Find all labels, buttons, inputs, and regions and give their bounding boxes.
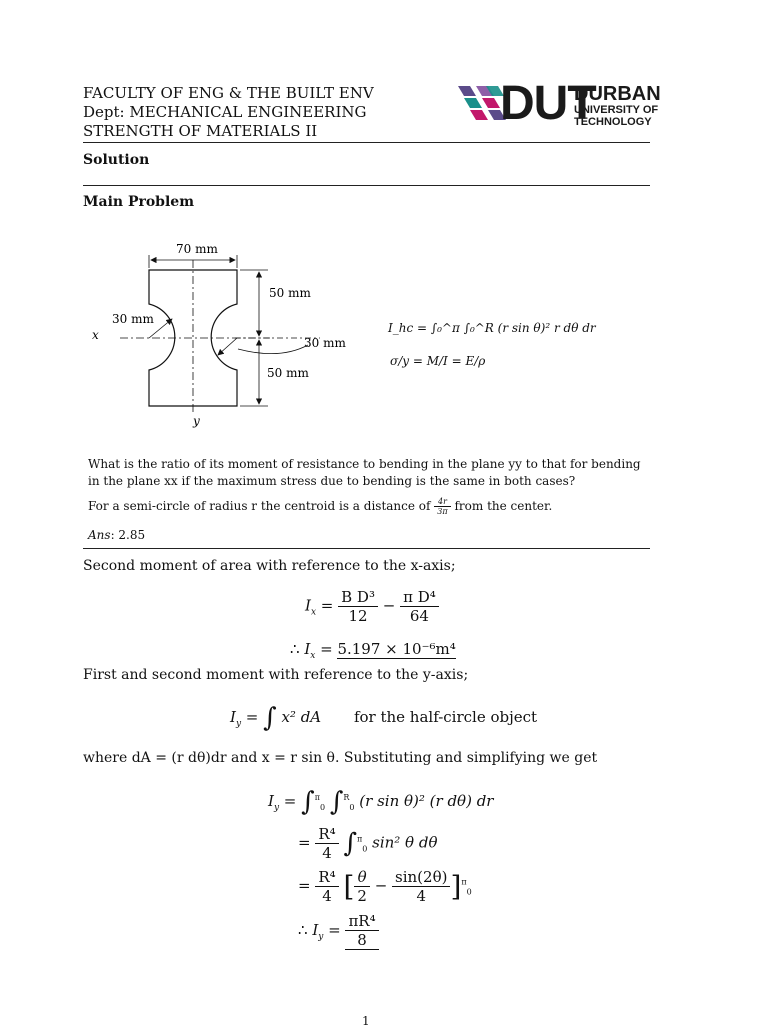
dim-top-label: 50 mm <box>269 286 311 300</box>
iy-step-2: = $\frac{\text{R⁴}}{4}$ ∫$^\pi_0$ sin² θ dθ <box>298 825 438 862</box>
radius-right-label: 30 mm <box>304 336 346 350</box>
iy-step-3: = $\frac{\text{R⁴}}{4}$ [ $\frac{\theta}{2}$ − $\frac{\sin(2\theta)}{4}$ ]$^\pi_0$ <box>298 868 472 905</box>
page-number: 1 <box>362 1014 370 1028</box>
iy-step-1: $I_y = \int^\pi_0$ ∫$^R_0$ (r sin θ)² (r dθ) dr <box>268 787 494 817</box>
logo-word-technology: TECHNOLOGY <box>574 116 652 128</box>
dim-width-label: 70 mm <box>176 242 218 256</box>
answer-divider <box>83 548 650 549</box>
cross-section-figure <box>80 235 380 435</box>
main-problem-heading: Main Problem <box>83 194 195 210</box>
header-divider <box>83 142 650 143</box>
axis-x-label: x <box>92 328 99 342</box>
dept-line: Dept: MECHANICAL ENGINEERING <box>83 103 367 121</box>
radius-left-label: 30 mm <box>112 312 154 326</box>
ix-equation: $I_x$ = $\frac{\text{B D³}}{12}$ − $\frac{\text{π D⁴}}{64}$ <box>305 588 439 625</box>
answer-line: Ans: 2.85 <box>88 528 146 542</box>
paragraph-y-axis: First and second moment with reference to the y-axis; <box>83 667 469 683</box>
iy-result: ∴ $I_y$ = $\frac{\text{πR⁴}}{8}$ <box>298 912 379 950</box>
paragraph-substitution: where dA = (r dθ)dr and x = r sin θ. Substituting and simplifying we get <box>83 750 598 766</box>
logo-word-university: UNIVERSITY OF <box>574 104 659 116</box>
dim-bottom-label: 50 mm <box>267 366 309 380</box>
question-line-3: For a semi-circle of radius r the centroid is a distance of $\frac{4r}{3\pi}$ from the center. <box>88 497 553 516</box>
iy-definition: $I_y$ = ∫ x² dA for the half-circle object <box>230 703 538 733</box>
solution-heading: Solution <box>83 152 150 168</box>
course-line: STRENGTH OF MATERIALS II <box>83 122 318 140</box>
question-line-1: What is the ratio of its moment of resistance to bending in the plane yy to that for bending <box>88 457 641 471</box>
ihc-formula: I_hc = ∫₀^π ∫₀^R (r sin θ)² r dθ dr <box>388 321 596 335</box>
question-line-2: in the plane xx if the maximum stress due to bending is the same in both cases? <box>88 474 576 488</box>
axis-y-label: y <box>193 414 200 428</box>
dut-logo-mark: DUT <box>500 77 596 130</box>
ix-result: ∴ $I_x = 5.197 \times 10^{-6}m^4$ <box>290 640 456 661</box>
paragraph-x-axis: Second moment of area with reference to the x-axis; <box>83 558 456 574</box>
faculty-line: FACULTY OF ENG & THE BUILT ENV <box>83 84 374 102</box>
logo-word-durban: DURBAN <box>574 83 661 105</box>
flexure-formula: σ/y = M/I = E/ρ <box>390 354 486 368</box>
solution-divider <box>83 185 650 186</box>
